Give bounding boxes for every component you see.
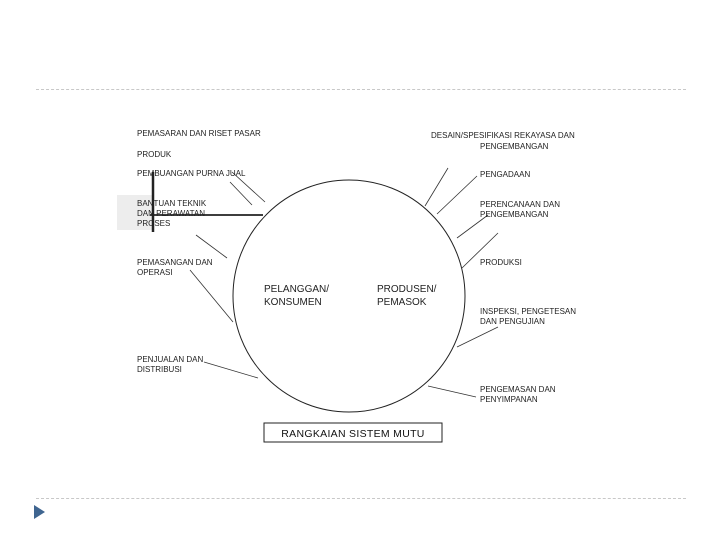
label-packaging-storage: PENGEMASAN DAN PENYIMPANAN	[480, 385, 556, 404]
label-technical-assistance: BANTUAN TEKNIK DAN PERAWATAN PROSES	[137, 199, 207, 228]
label-inspection-testing: INSPEKSI, PENGETESAN DAN PENGUJIAN	[480, 307, 577, 326]
diagram-title: RANGKAIAN SISTEM MUTU	[281, 428, 425, 440]
label-marketing: PEMASARAN DAN RISET PASAR	[137, 129, 261, 138]
leader-line-procurement	[437, 176, 477, 214]
center-label-customer: PELANGGAN/ KONSUMEN	[264, 284, 330, 308]
label-sales-distribution: PENJUALAN DAN DISTRIBUSI	[137, 355, 204, 374]
leader-line-technical-assistance	[196, 235, 227, 258]
leader-line-sales	[204, 362, 258, 378]
label-after-sales-disposal: PEMBUANGAN PURNA JUAL	[137, 169, 246, 178]
leader-line-packaging	[428, 386, 476, 397]
center-label-producer: PRODUSEN/ PEMASOK	[377, 284, 437, 308]
label-product: PRODUK	[137, 150, 172, 159]
leader-line-installation	[190, 270, 233, 322]
label-procurement: PENGADAAN	[480, 170, 531, 179]
leader-line-disposal	[230, 182, 252, 205]
label-installation: PEMASANGAN DAN OPERASI	[137, 258, 213, 277]
label-production: PRODUKSI	[480, 258, 522, 267]
label-planning-development: PERENCANAAN DAN PENGEMBANGAN	[480, 200, 561, 219]
slide-bullet-arrow-icon	[34, 505, 45, 519]
leader-line-design	[425, 168, 448, 206]
quality-cycle-circle	[233, 180, 465, 412]
label-design-spec: DESAIN/SPESIFIKASI REKAYASA DAN PENGEMBANGAN	[431, 131, 575, 151]
leader-line-inspection	[457, 327, 498, 347]
bottom-divider	[36, 498, 686, 499]
